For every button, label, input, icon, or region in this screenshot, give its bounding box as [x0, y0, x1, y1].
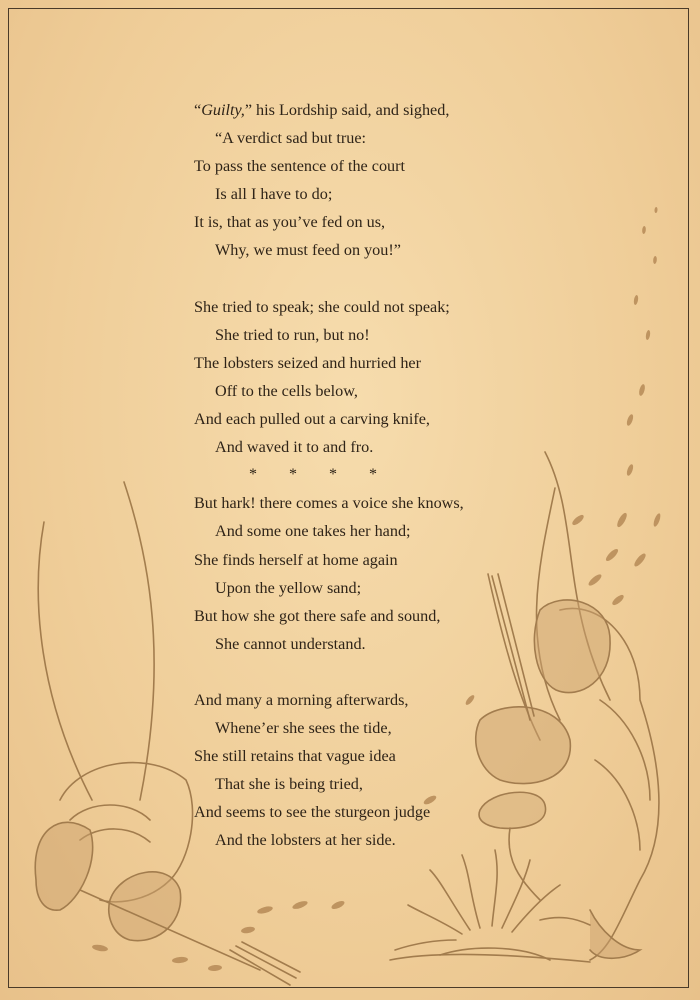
poem-line: Is all I have to do; [215, 185, 333, 204]
poem-line: But hark! there comes a voice she knows, [194, 494, 464, 513]
left-lobster-antenna [38, 522, 92, 800]
stanza-4 [194, 686, 534, 855]
poem-line: And waved it to and fro. [215, 438, 374, 457]
stanza-gap [194, 658, 534, 686]
poem-line: Upon the yellow sand; [215, 578, 362, 597]
poem-line: But how she got there safe and sound, [194, 606, 441, 625]
sea-anemone [395, 850, 560, 960]
section-separator: * * * * [249, 466, 391, 484]
poem-line: She still retains that vague idea [194, 747, 396, 766]
stanza-1 [194, 96, 534, 265]
poem-line: “A verdict sad but true: [215, 129, 367, 148]
poem-line: She tried to run, but no! [215, 325, 370, 344]
stanza-2 [194, 293, 534, 462]
poem-line: And each pulled out a carving knife, [194, 410, 430, 429]
poem-line: It is, that as you’ve fed on us, [194, 213, 386, 232]
poem-line: She cannot understand. [215, 634, 366, 653]
poem [194, 96, 534, 855]
poem-line: She tried to speak; she could not speak; [194, 297, 450, 316]
poem-line: To pass the sentence of the court [194, 157, 406, 176]
section-separator-row [194, 461, 432, 489]
poem-line: And some one takes her hand; [215, 522, 411, 541]
stanza-3 [194, 489, 534, 658]
poem-line: That she is being tried, [215, 775, 363, 794]
poem-line: Off to the cells below, [215, 381, 358, 400]
stanza-gap [194, 265, 534, 293]
poem-line: She finds herself at home again [194, 550, 398, 569]
poem-line: Why, we must feed on you!” [215, 241, 401, 260]
poem-line: And seems to see the sturgeon judge [194, 803, 431, 822]
poem-line: The lobsters seized and hurried her [194, 353, 421, 372]
emphasis-guilty: Guilty, [201, 101, 245, 119]
poem-line: And the lobsters at her side. [215, 831, 396, 850]
poem-line: And many a morning afterwards, [194, 690, 409, 709]
left-lobster-antenna [124, 482, 154, 800]
poem-line: Whene’er she sees the tide, [215, 719, 392, 738]
poem-line: “Guilty,” his Lordship said, and sighed, [194, 101, 450, 119]
